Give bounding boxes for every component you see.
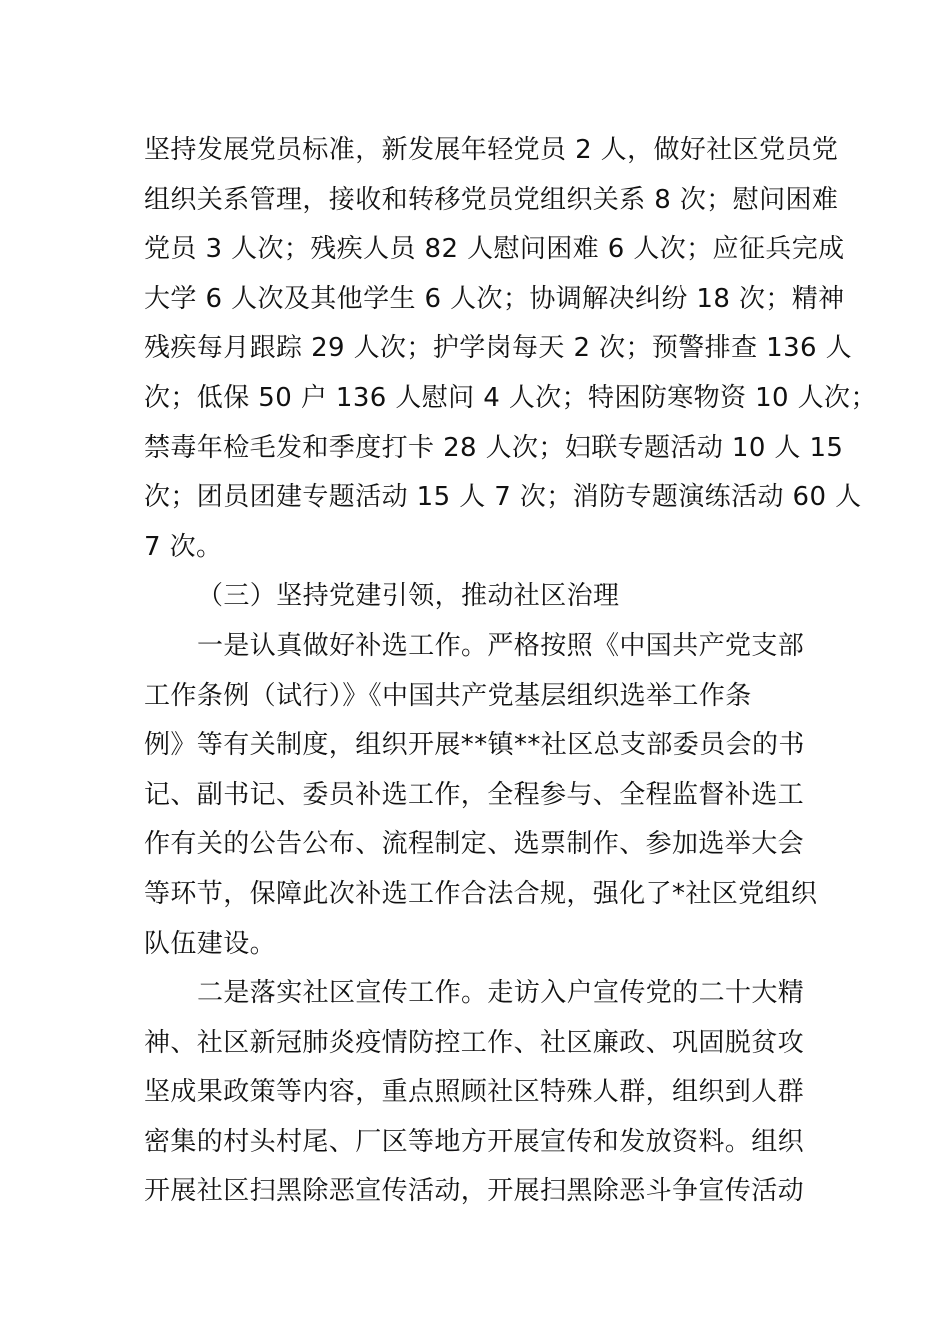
document-body xyxy=(144,126,877,1217)
body-line: 大学 6 人次及其他学生 6 人次；协调解决纠纷 18 次；精神 xyxy=(144,283,845,314)
body-line: 例》等有关制度，组织开展**镇**社区总支部委员会的书 xyxy=(144,730,805,761)
body-line: 残疾每月跟踪 29 人次；护学岗每天 2 次；预警排查 136 人 xyxy=(144,333,853,364)
body-line: 开展社区扫黑除恶宣传活动，开展扫黑除恶斗争宣传活动 xyxy=(144,1176,805,1207)
body-line: 队伍建设。 xyxy=(144,928,277,959)
body-line: 等环节，保障此次补选工作合法合规，强化了*社区党组织 xyxy=(144,878,818,909)
section-heading: （三）坚持党建引领，推动社区治理 xyxy=(197,581,620,612)
body-line: 密集的村头村尾、厂区等地方开展宣传和发放资料。组织 xyxy=(144,1126,805,1157)
body-line: 记、副书记、委员补选工作，全程参与、全程监督补选工 xyxy=(144,779,805,810)
body-line: 神、社区新冠肺炎疫情防控工作、社区廉政、巩固脱贫攻 xyxy=(144,1027,805,1058)
paragraph-start-line: 一是认真做好补选工作。严格按照《中国共产党支部 xyxy=(197,630,805,661)
body-line: 组织关系管理，接收和转移党员党组织关系 8 次；慰问困难 xyxy=(144,184,839,215)
body-line: 7 次。 xyxy=(144,531,223,562)
body-line: 坚成果政策等内容，重点照顾社区特殊人群，组织到人群 xyxy=(144,1077,805,1108)
body-line: 作有关的公告公布、流程制定、选票制作、参加选举大会 xyxy=(144,829,805,860)
body-line: 党员 3 人次；残疾人员 82 人慰问困难 6 人次；应征兵完成 xyxy=(144,234,845,265)
paragraph-start-line: 二是落实社区宣传工作。走访入户宣传党的二十大精 xyxy=(197,978,805,1009)
body-line: 次；低保 50 户 136 人慰问 4 人次；特困防寒物资 10 人次； xyxy=(144,382,877,413)
body-line: 坚持发展党员标准，新发展年轻党员 2 人，做好社区党员党 xyxy=(144,135,839,165)
body-line: 禁毒年检毛发和季度打卡 28 人次；妇联专题活动 10 人 15 xyxy=(144,432,844,463)
body-line: 次；团员团建专题活动 15 人 7 次；消防专题演练活动 60 人 xyxy=(144,482,862,513)
body-line: 工作条例（试行）》《中国共产党基层组织选举工作条 xyxy=(144,680,752,711)
